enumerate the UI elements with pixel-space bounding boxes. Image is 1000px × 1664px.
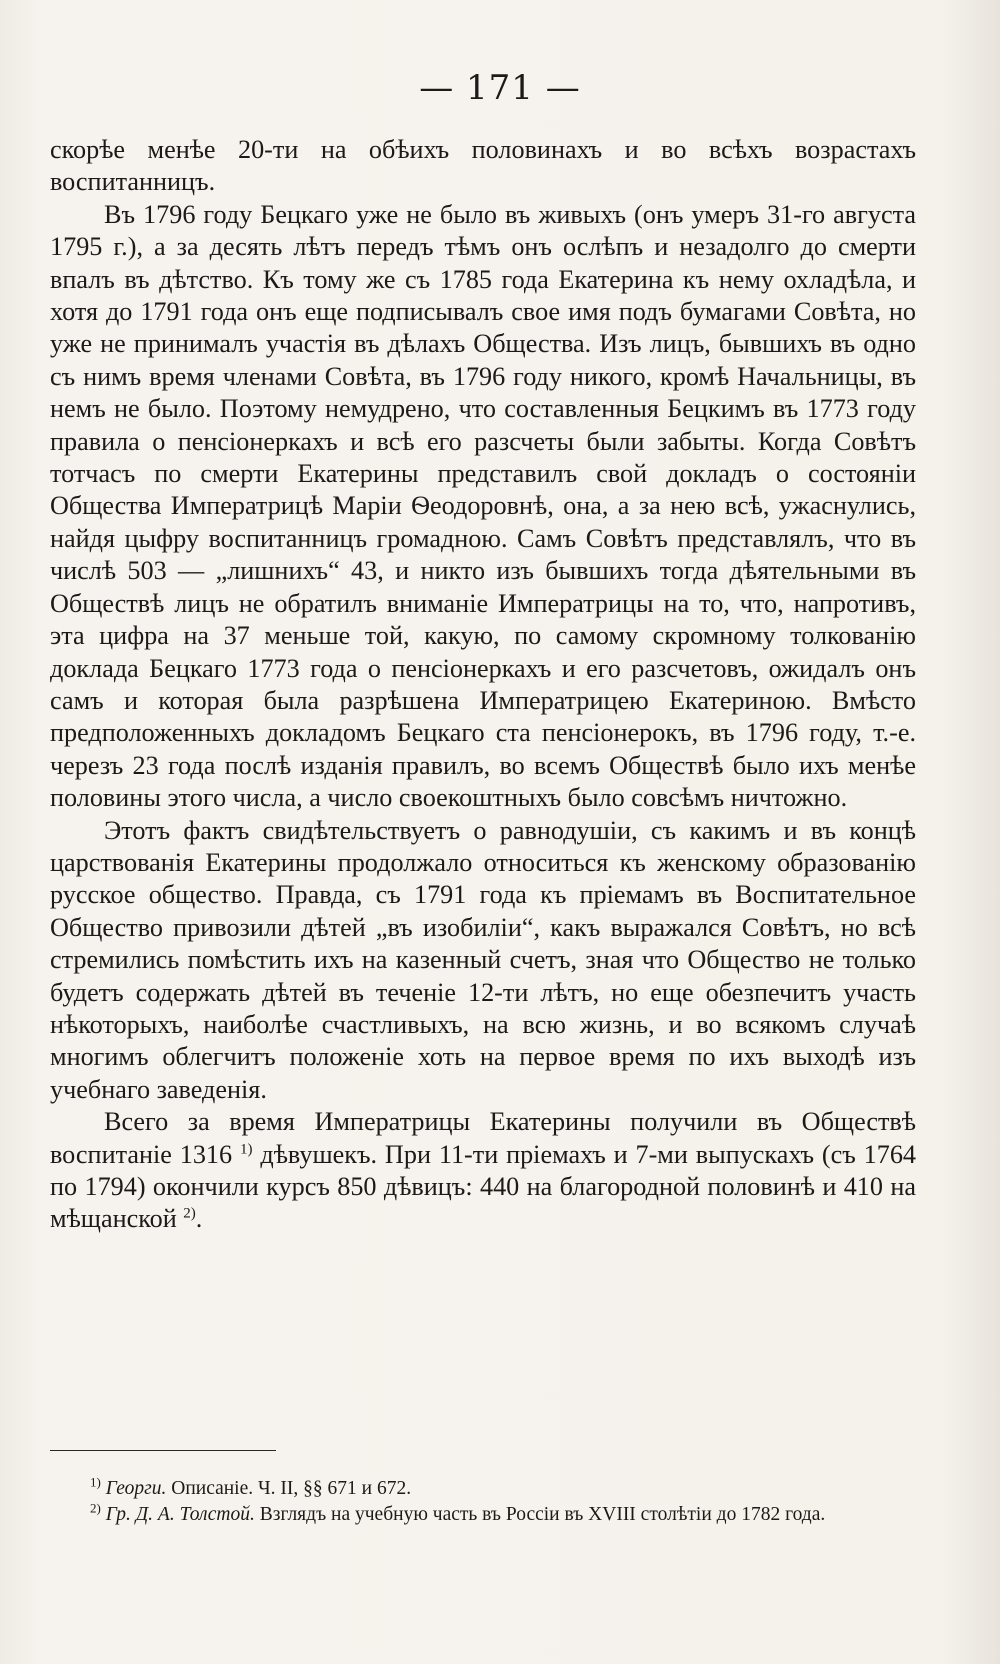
footnote-divider [50, 1450, 276, 1451]
footnote-1-author: Георги. [105, 1478, 167, 1499]
paragraph-3: Этотъ фактъ свидѣтельствуетъ о равнодушіи, съ какимъ и въ концѣ царствованія Екатерины продолжало относиться къ женскому образованію русское общество. Правда, съ 1791 года къ пріемамъ въ Воспитательное Общество привозили дѣтей „въ изобиліи“, какъ выражался Совѣтъ, но всѣ стремились помѣстить ихъ на казенный счетъ, зная что Общество не только будетъ содержать дѣтей въ теченіе 12-ти лѣтъ, но еще обезпечитъ участь нѣкоторыхъ, наиболѣе счастливыхъ, на всю жизнь, и во всякомъ случаѣ многимъ облегчитъ положеніе хоть на первое время по ихъ выходѣ изъ учебнаго заведенія. [50, 815, 916, 1104]
footnotes [50, 1476, 916, 1528]
footnote-2-author: Гр. Д. А. Толстой. [105, 1504, 255, 1525]
footnote-1-mark: 1) [90, 1474, 101, 1490]
paragraph-4-part-a: Всего за время Императрицы Екатерины получили въ Обществѣ воспитаніе 1316 [50, 1107, 916, 1169]
footnote-ref-1[interactable]: 1) [240, 1140, 253, 1157]
paragraph-4-part-b: дѣвушекъ. При 11-ти пріемахъ и 7-ми выпускахъ (съ 1764 по 1794) окончили курсъ 850 дѣвицъ: 440 на благородной половинѣ и 410 на мѣщанской [50, 1139, 917, 1234]
paragraph-4-part-c: . [195, 1204, 203, 1234]
page-number: — 171 — [419, 68, 581, 108]
footnote-1-text: Описаніе. Ч. II, §§ 671 и 672. [166, 1478, 412, 1499]
paragraph-1: скорѣе менѣе 20-ти на обѣихъ половинахъ и во всѣхъ возрастахъ воспитанницъ. [50, 135, 916, 197]
paragraph-4 [50, 1106, 916, 1236]
footnote-2-text: Взглядъ на учебную часть въ Россіи въ XVIII столѣтіи до 1782 года. [254, 1504, 826, 1525]
footnote-1 [50, 1476, 916, 1502]
footnote-2-mark: 2) [90, 1500, 101, 1516]
footnote-2 [50, 1502, 916, 1528]
paragraph-2: Въ 1796 году Бецкаго уже не было въ живыхъ (онъ умеръ 31-го августа 1795 г.), а за десять лѣтъ передъ тѣмъ онъ ослѣпъ и незадолго до смерти впалъ въ дѣтство. Къ тому же съ 1785 года Екатерина къ нему охладѣла, и хотя до 1791 года онъ еще подписывалъ свое имя подъ бумагами Совѣта, но уже не принималъ участія въ дѣлахъ Общества. Изъ лицъ, бывшихъ въ одно съ нимъ время членами Совѣта, въ 1796 году никого, кромѣ Начальницы, въ немъ не было. Поэтому немудрено, что составленныя Бецкимъ въ 1773 году правила о пенсіонеркахъ и всѣ его разсчеты были забыты. Когда Совѣтъ тотчасъ по смерти Екатерины представилъ свой докладъ о состояніи Общества Императрицѣ Маріи Ѳеодоровнѣ, она, а за нею всѣ, ужаснулись, найдя цыфру воспитанницъ громадною. Самъ Совѣтъ представлялъ, что въ числѣ 503 — „лишнихъ“ 43, и никто изъ бывшихъ тогда дѣятельными въ Обществѣ лицъ не обратилъ вниманіе Императрицы на то, что, напротивъ, эта цифра на 37 меньше той, какую, по самому скромному толкованію доклада Бецкаго 1773 года о пенсіонеркахъ и его разсчетовъ, ожидалъ онъ самъ и которая была разрѣшена Императрицею Екатериною. Вмѣсто предположенныхъ докладомъ Бецкаго ста пенсіонерокъ, въ 1796 году, т.-е. черезъ 23 года послѣ изданія правилъ, во всемъ Обществѣ было ихъ менѣе половины этого числа, а число своекоштныхъ было совсѣмъ ничтожно. [50, 199, 916, 813]
body-text [50, 134, 916, 1236]
footnote-ref-2[interactable]: 2) [183, 1205, 196, 1222]
